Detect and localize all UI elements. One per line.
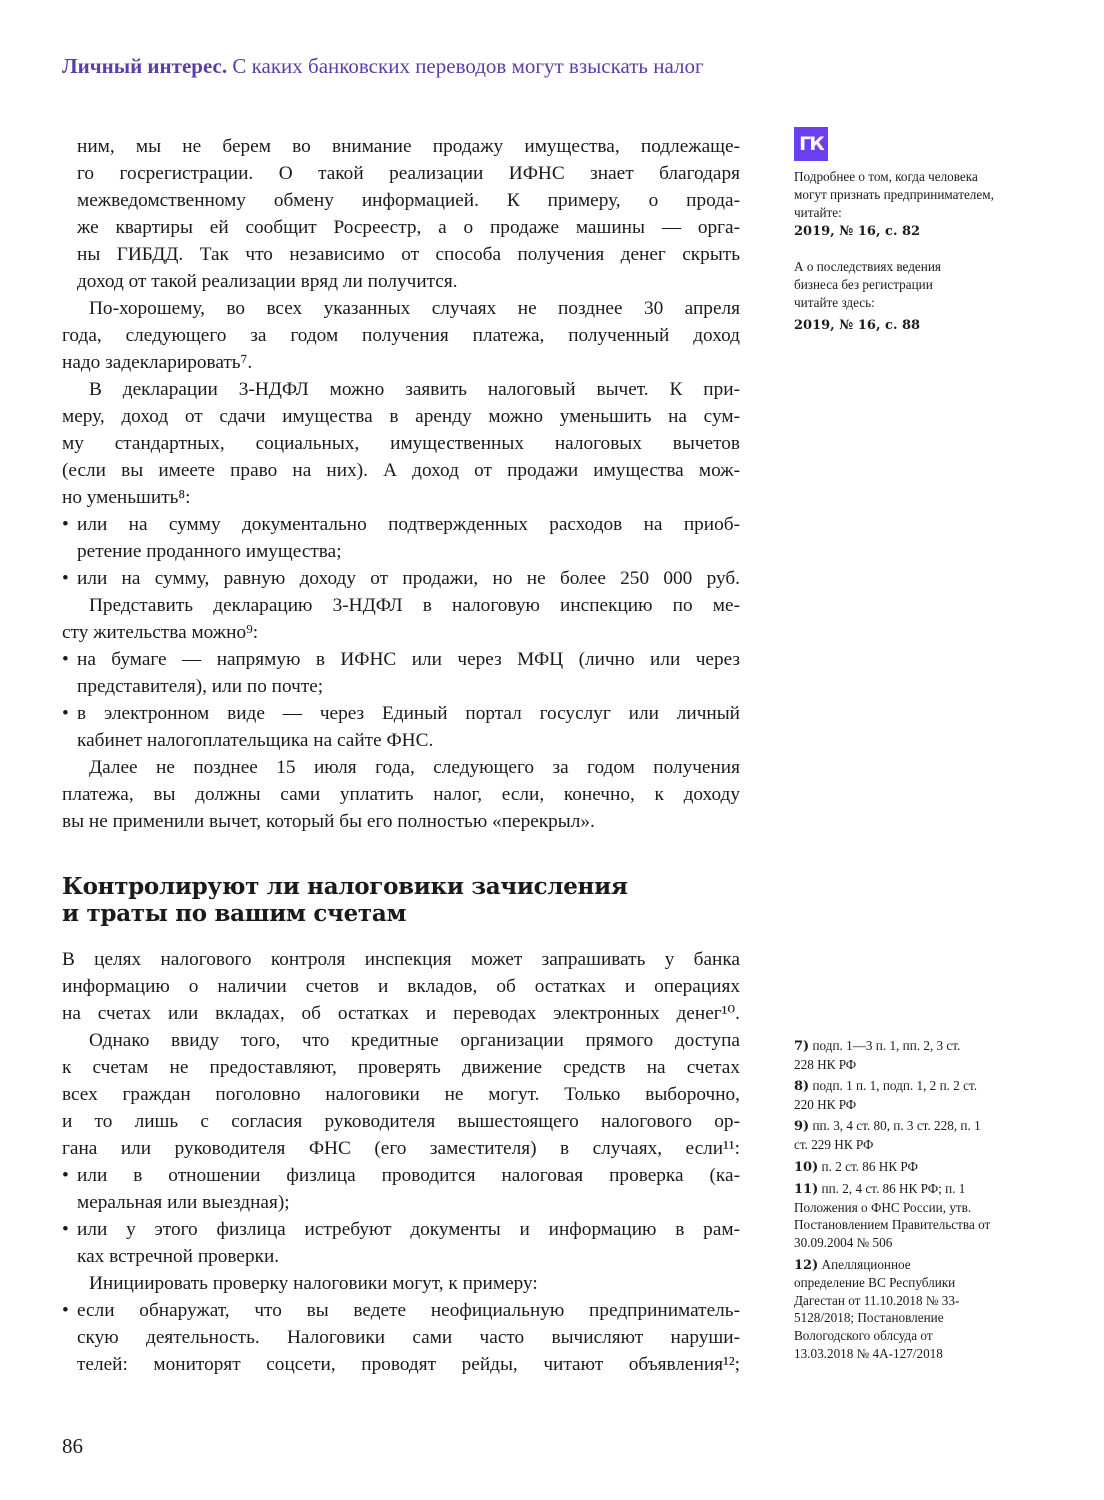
page-number: 86 (62, 1434, 83, 1458)
footnote-text: подп. 1 п. 1, подп. 1, 2 п. 2 ст. 220 НК РФ (794, 1078, 978, 1112)
text-line: Представить декларацию 3-НДФЛ в налоговую инспекцию по ме- (89, 595, 740, 616)
text-line: ним, мы не берем во внимание продажу имущества, подлежаще- (77, 136, 740, 157)
bullet-line: • или у этого физлица истребуют документы и информацию в рам- (62, 1216, 740, 1243)
footnote-number: 9) (794, 1119, 810, 1135)
running-head (62, 54, 704, 79)
text-line: В декларации 3-НДФЛ можно заявить налоговый вычет. К при- (89, 379, 740, 400)
footnote-text: пп. 3, 4 ст. 80, п. 3 ст. 228, п. 1 ст. 229 НК РФ (794, 1118, 981, 1152)
text-line: скую деятельность. Налоговики сами часто вычисляют наруши- (77, 1327, 740, 1348)
footnote-text: п. 2 ст. 86 НК РФ (821, 1158, 918, 1174)
bullet-line: • в электронном виде — через Единый портал госуслуг или личный (62, 700, 740, 727)
footnote-number: 12) (794, 1257, 819, 1273)
text-line: всех граждан поголовно налоговики не могут. Только выборочно, (62, 1084, 740, 1105)
bullet-line: • или на сумму, равную доходу от продажи, но не более 250 000 руб. (62, 565, 740, 592)
text-line: Инициировать проверку налоговики могут, к примеру: (89, 1273, 538, 1294)
magazine-logo-icon: ГК (794, 127, 828, 161)
section-heading (62, 873, 628, 927)
bullet-line: • если обнаружат, что вы ведете неофициальную предприниматель- (62, 1297, 740, 1324)
text-line: платежа, вы должны сами уплатить налог, если, конечно, к доходу (62, 784, 740, 805)
text-line: же квартиры ей сообщит Росреестр, а о продаже машины — орга- (77, 217, 740, 238)
footnote-number: 8) (794, 1079, 810, 1095)
text-line: года, следующего за годом получения платежа, полученный доход (62, 325, 740, 346)
text-line: ретение проданного имущества; (77, 541, 342, 562)
text-line: телей: мониторят соцсети, проводят рейды, читают объявления¹²; (77, 1354, 740, 1375)
footnote-text: подп. 1—3 п. 1, пп. 2, 3 ст. 228 НК РФ (794, 1038, 961, 1072)
text-line: надо задекларировать⁷. (62, 352, 253, 373)
footnote-text: пп. 2, 4 ст. 86 НК РФ; п. 1 Положения о ФНС России, утв. Постановлением Правительства от 30.09.2004 № 506 (794, 1181, 991, 1250)
running-head-section: Личный интерес. (62, 54, 228, 78)
footnote (794, 1158, 994, 1177)
footnotes (794, 1037, 1024, 1366)
text-line: вы не применили вычет, который бы его полностью «перекрыл». (62, 811, 595, 832)
footnote (794, 1037, 964, 1073)
text-line: к счетам не предоставляют, проверять движение средств на счетах (62, 1057, 740, 1078)
footnote (794, 1077, 984, 1113)
footnote (794, 1180, 1014, 1251)
text-line: информацию о наличии счетов и вкладов, об остатках и операциях (62, 976, 740, 997)
text-line: В целях налогового контроля инспекция может запрашивать у банка (62, 949, 740, 970)
text-line: му стандартных, социальных, имущественных налоговых вычетов (62, 433, 740, 454)
text-line: (если вы имеете право на них). А доход от продажи имущества мож- (62, 460, 740, 481)
sidebar-note-text: А о последствиях ведения бизнеса без регистрации читайте здесь: (794, 259, 941, 310)
sidebar-note (794, 258, 1014, 335)
sidebar-note (794, 168, 1014, 241)
text-line: на счетах или вкладах, об остатках и переводах электронных денег¹⁰. (62, 1003, 740, 1024)
text-line: меральная или выездная); (77, 1192, 290, 1213)
text-line: доход от такой реализации вряд ли получится. (77, 271, 458, 292)
text-line: По-хорошему, во всех указанных случаях не позднее 30 апреля (89, 298, 740, 319)
sidebar-note-ref: 2019, № 16, с. 82 (794, 224, 921, 239)
text-line: го госрегистрации. О такой реализации ИФНС знает благодаря (77, 163, 740, 184)
text-line: гана или руководителя ФНС (его заместителя) в случаях, если¹¹: (62, 1138, 740, 1159)
text-line: Далее не позднее 15 июля года, следующего за годом получения (89, 757, 740, 778)
body-text-section-2 (62, 946, 740, 1378)
text-line: но уменьшить⁸: (62, 487, 191, 508)
footnote (794, 1117, 984, 1153)
text-line: сту жительства можно⁹: (62, 622, 259, 643)
text-line: межведомственному обмену информацией. К примеру, о прода- (77, 190, 740, 211)
footnote-number: 10) (794, 1159, 819, 1175)
bullet-line: • или на сумму документально подтвержденных расходов на приоб- (62, 511, 740, 538)
bullet-line: • на бумаге — напрямую в ИФНС или через МФЦ (лично или через (62, 646, 740, 673)
text-line: меру, доход от сдачи имущества в аренду можно уменьшить на сум- (62, 406, 740, 427)
text-line: представителя), или по почте; (77, 676, 324, 697)
bullet-line: • или в отношении физлица проводится налоговая проверка (ка- (62, 1162, 740, 1189)
body-text-section-1 (62, 133, 740, 835)
heading-line: Контролируют ли налоговики зачисления (62, 873, 628, 900)
sidebar-note-ref: 2019, № 16, с. 88 (794, 318, 921, 333)
text-line: ках встречной проверки. (77, 1246, 280, 1267)
running-head-title: С каких банковских переводов могут взыскать налог (232, 54, 704, 78)
text-line: кабинет налогоплательщика на сайте ФНС. (77, 730, 434, 751)
text-line: и то лишь с согласия руководителя вышестоящего налогового ор- (62, 1111, 740, 1132)
text-line: Однако ввиду того, что кредитные организации прямого доступа (89, 1030, 740, 1051)
sidebar-note-text: Подробнее о том, когда человека могут признать предпринимателем, читайте: (794, 169, 994, 220)
footnote-number: 7) (794, 1039, 810, 1054)
footnote-number: 11) (794, 1182, 819, 1198)
footnote (794, 1256, 974, 1363)
text-line: ны ГИБДД. Так что независимо от способа получения денег скрыть (77, 244, 740, 265)
footnote-text: Апелляционное определение ВС Республики Дагестан от 11.10.2018 № 33-5128/2018; Постановление Вологодского облсуда от 13.03.2018 № 4А-127/2018 (794, 1256, 960, 1361)
heading-line: и траты по вашим счетам (62, 900, 407, 927)
